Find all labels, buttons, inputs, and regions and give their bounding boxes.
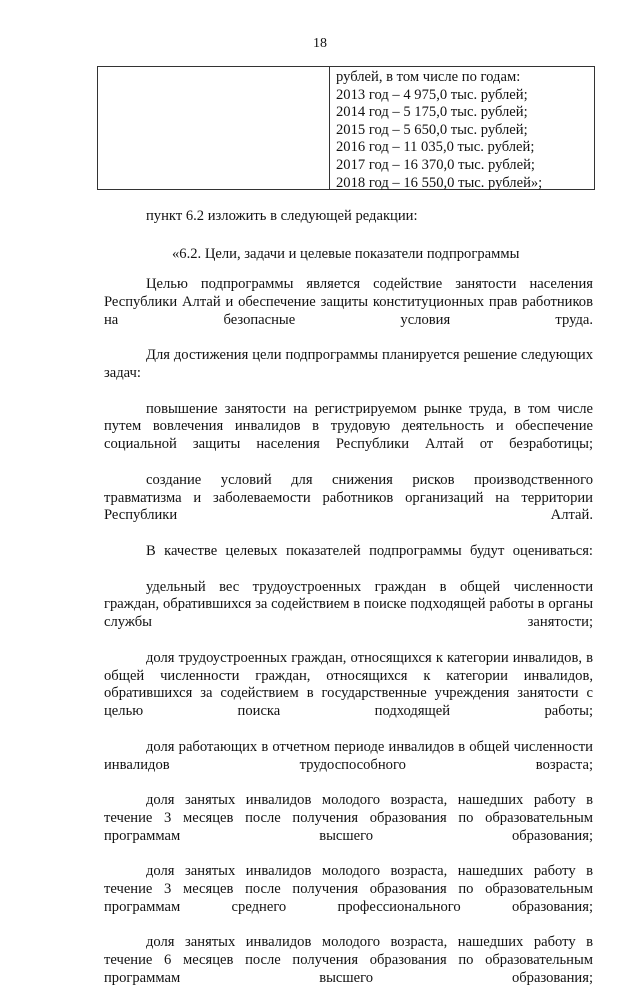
- paragraph: создание условий для снижения рисков производственного травматизма и заболеваемости работников организаций на территории Республики Алтай.: [104, 471, 593, 524]
- funding-line: 2013 год – 4 975,0 тыс. рублей;: [336, 86, 528, 103]
- funding-line: 2014 год – 5 175,0 тыс. рублей;: [336, 104, 528, 121]
- funding-line: 2017 год – 16 370,0 тыс. рублей;: [336, 156, 535, 173]
- amendment-intro: пункт 6.2 изложить в следующей редакции:: [146, 208, 418, 224]
- funding-table: [97, 66, 595, 190]
- paragraph: доля занятых инвалидов молодого возраста, нашедших работу в течение 3 месяцев после получения образования по образовательным программам среднего профессионального образования;: [104, 863, 593, 915]
- paragraph: удельный вес трудоустроенных граждан в общей численности граждан, обратившихся за содействием в поиске подходящей работы в органы службы занятости;: [104, 578, 593, 631]
- funding-line: 2016 год – 11 035,0 тыс. рублей;: [336, 139, 535, 156]
- paragraph: Для достижения цели подпрограммы планируется решение следующих задач:: [104, 347, 593, 381]
- paragraph: повышение занятости на регистрируемом рынке труда, в том числе путем вовлечения инвалидов в трудовую деятельность и обеспечение социальной защиты населения Республики Алтай от безработицы;: [104, 400, 593, 453]
- section-heading: «6.2. Цели, задачи и целевые показатели подпрограммы: [172, 246, 520, 262]
- funding-line: 2015 год – 5 650,0 тыс. рублей;: [336, 121, 528, 138]
- funding-line: рублей, в том числе по годам:: [336, 69, 521, 85]
- page-number: 18: [313, 36, 327, 51]
- paragraph: Целью подпрограммы является содействие занятости населения Республики Алтай и обеспечение защиты конституционных прав работников на безопасные условия труда.: [104, 276, 593, 328]
- paragraph: доля занятых инвалидов молодого возраста, нашедших работу в течение 6 месяцев после получения образования по образовательным программам высшего образования;: [104, 934, 593, 987]
- table-cell-empty: [98, 67, 330, 189]
- section-body: [104, 276, 593, 1006]
- paragraph: В качестве целевых показателей подпрограммы будут оцениваться:: [146, 542, 593, 559]
- paragraph: доля работающих в отчетном периоде инвалидов в общей численности инвалидов трудоспособного возраста;: [104, 738, 593, 773]
- funding-line: 2018 год – 16 550,0 тыс. рублей»;: [336, 174, 543, 191]
- paragraph: доля трудоустроенных граждан, относящихся к категории инвалидов, в общей численности граждан, относящихся к категории инвалидов, обратившихся за содействием в государственные учреждения занятости с целью поиска подходящей работы;: [104, 649, 593, 720]
- paragraph: доля занятых инвалидов молодого возраста, нашедших работу в течение 3 месяцев после получения образования по образовательным программам высшего образования;: [104, 792, 593, 844]
- table-cell-funding: [330, 67, 594, 189]
